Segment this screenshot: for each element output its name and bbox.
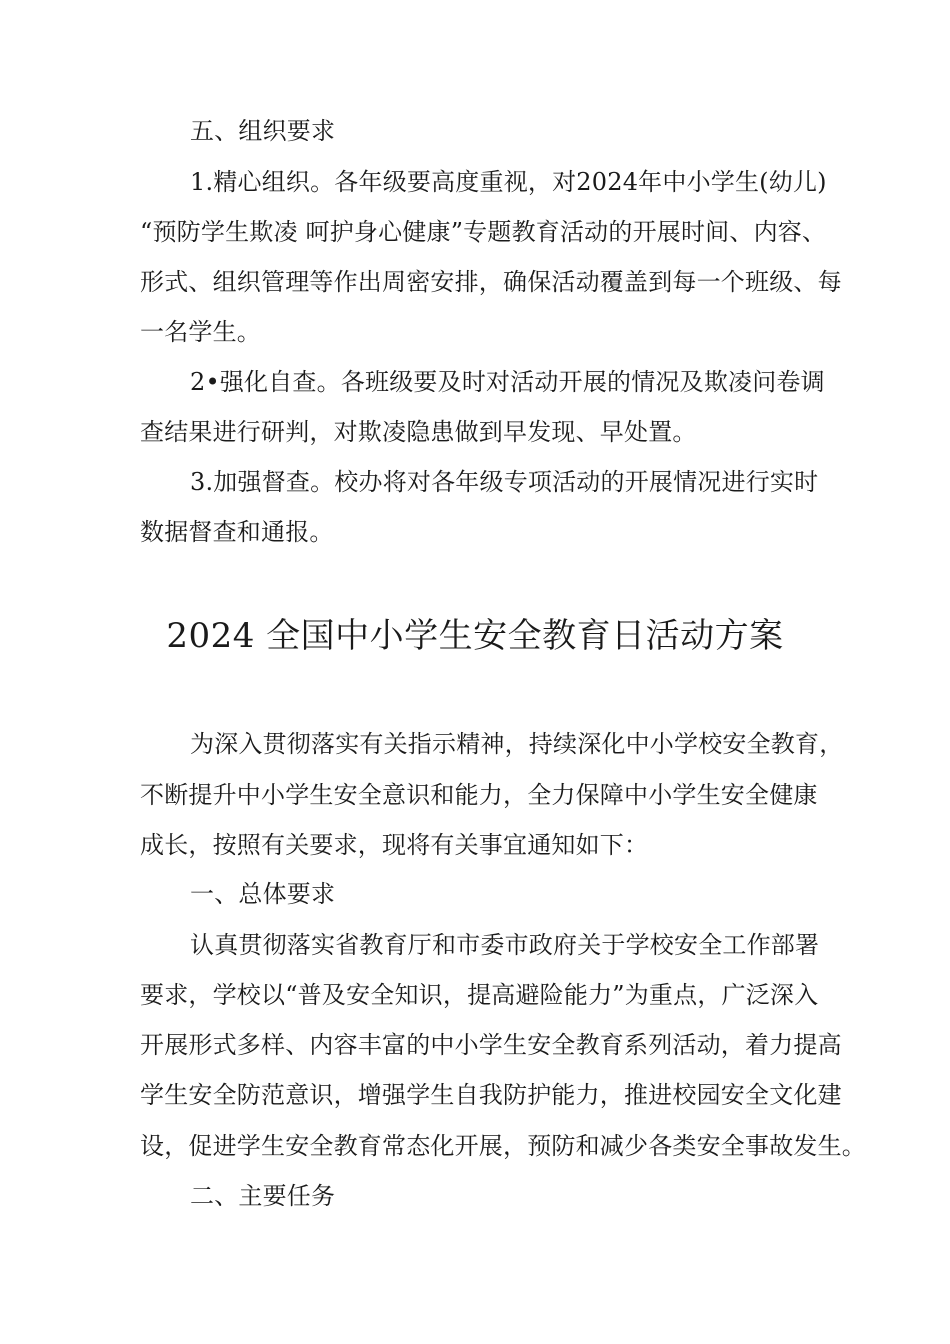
- paragraph-line: 查结果进行研判，对欺凌隐患做到早发现、早处置。: [140, 418, 697, 446]
- paragraph-line: 设，促进学生安全教育常态化开展，预防和减少各类安全事故发生。: [140, 1132, 866, 1160]
- paragraph-line: 开展形式多样、内容丰富的中小学生安全教育系列活动，着力提高: [140, 1031, 842, 1059]
- section-heading: 五、组织要求: [190, 117, 336, 145]
- paragraph-line: 2•强化自查。各班级要及时对活动开展的情况及欺凌问卷调: [190, 368, 825, 396]
- paragraph-line: 一名学生。: [140, 318, 261, 346]
- document-title: 2024 全国中小学生安全教育日活动方案: [166, 616, 784, 656]
- paragraph-line: 数据督查和通报。: [140, 518, 334, 546]
- paragraph-line: 为深入贯彻落实有关指示精神，持续深化中小学校安全教育，: [190, 730, 844, 758]
- paragraph-line: 成长，按照有关要求，现将有关事宜通知如下：: [140, 831, 649, 859]
- paragraph-line: 不断提升中小学生安全意识和能力，全力保障中小学生安全健康: [140, 781, 818, 809]
- paragraph-line: “预防学生欺凌 呵护身心健康”专题教育活动的开展时间、内容、: [140, 218, 827, 246]
- paragraph-line: 1.精心组织。各年级要高度重视，对2024年中小学生(幼儿): [190, 168, 827, 196]
- section-heading: 二、主要任务: [190, 1182, 336, 1210]
- paragraph-line: 形式、组织管理等作出周密安排，确保活动覆盖到每一个班级、每: [140, 268, 842, 296]
- paragraph-line: 要求，学校以“普及安全知识，提高避险能力”为重点，广泛深入: [140, 981, 819, 1009]
- paragraph-line: 3.加强督查。校办将对各年级专项活动的开展情况进行实时: [190, 468, 819, 496]
- section-heading: 一、总体要求: [190, 880, 336, 908]
- paragraph-line: 学生安全防范意识，增强学生自我防护能力，推进校园安全文化建: [140, 1081, 842, 1109]
- paragraph-line: 认真贯彻落实省教育厅和市委市政府关于学校安全工作部署: [190, 931, 820, 959]
